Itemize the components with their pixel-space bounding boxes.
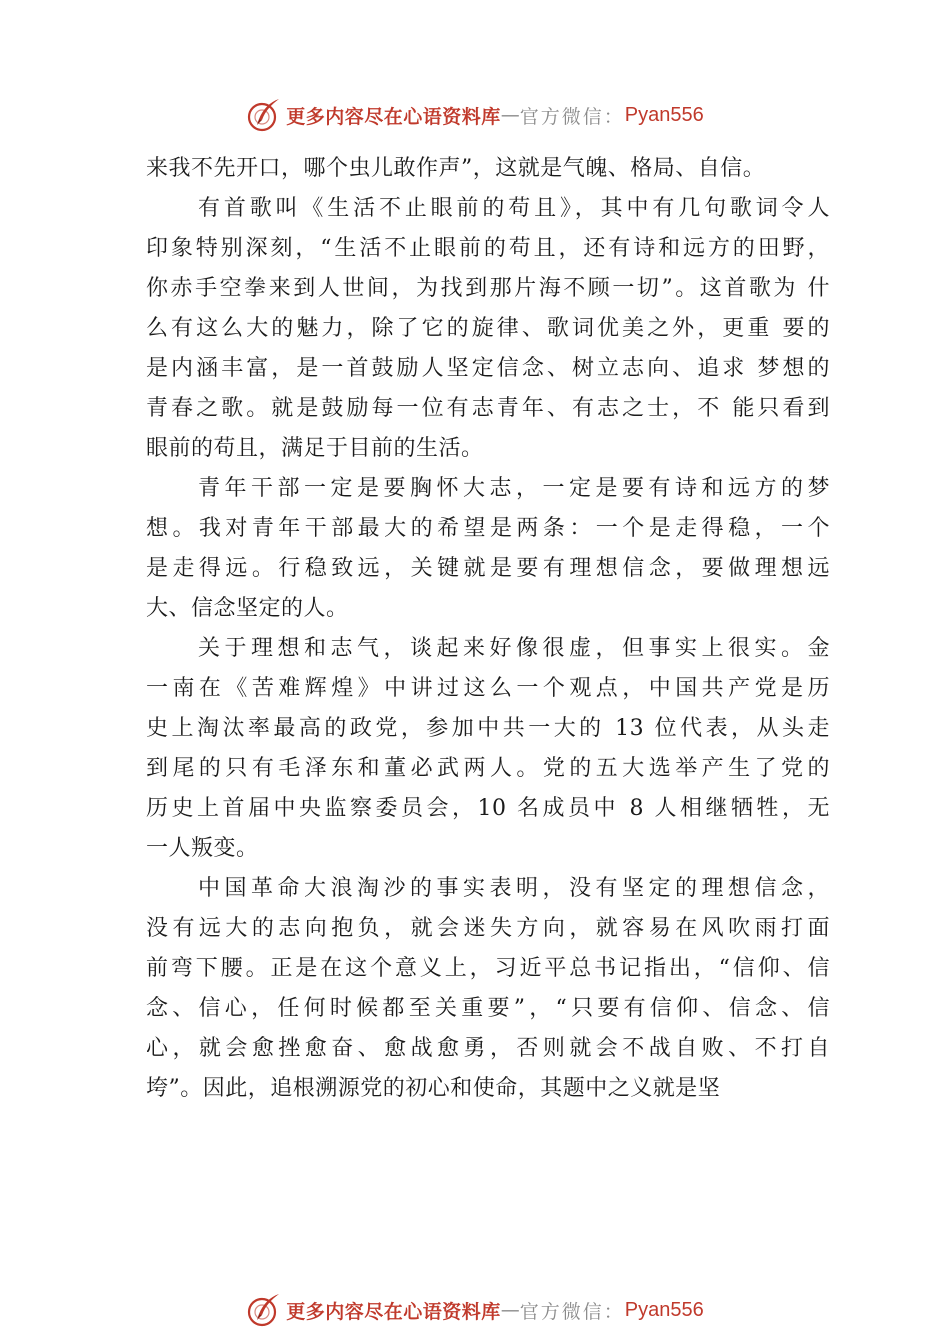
banner-title: 更多内容尽在心语资料库 xyxy=(286,105,501,128)
document-body xyxy=(146,149,830,1109)
text-line: 前弯下腰。正是在这个意义上，习近平总书记指出，“信仰、信 xyxy=(146,956,830,981)
text-line: 没有远大的志向抱负，就会迷失方向，就容易在风吹雨打面 xyxy=(146,916,830,941)
banner-wechat-handle: Pyan556 xyxy=(624,1298,704,1321)
text-line: 历史上首届中央监察委员会，10 名成员中 8 人相继牺牲，无 xyxy=(146,796,830,821)
text-line: 是走得远。行稳致远，关键就是要有理想信念，要做理想远 xyxy=(146,556,830,581)
banner-dash: — xyxy=(500,1299,520,1321)
text-line: 心，就会愈挫愈奋、愈战愈勇，否则就会不战自败、不打自 xyxy=(146,1036,830,1061)
text-line: 青春之歌。就是鼓励每一位有志青年、有志之士，不 能只看到 xyxy=(146,396,830,421)
text-line: 是内涵丰富，是一首鼓励人坚定信念、树立志向、追求 梦想的 xyxy=(146,356,830,381)
header-banner xyxy=(0,95,950,135)
text-line: 你赤手空拳来到人世间，为找到那片海不顾一切”。这首歌为 什 xyxy=(146,276,830,301)
banner-dash: — xyxy=(500,104,520,126)
banner-wechat-handle: Pyan556 xyxy=(624,103,704,126)
text-line: 想。我对青年干部最大的希望是两条：一个是走得稳，一个 xyxy=(146,516,830,541)
text-line: 眼前的苟且，满足于目前的生活。 xyxy=(146,436,484,461)
text-line: 到尾的只有毛泽东和董必武两人。党的五大选举产生了党的 xyxy=(146,756,830,781)
text-line: 么有这么大的魅力，除了它的旋律、歌词优美之外，更重 要的 xyxy=(146,316,830,341)
text-line: 中国革命大浪淘沙的事实表明，没有坚定的理想信念， xyxy=(198,876,830,901)
text-line: 来我不先开口，哪个虫儿敢作声”，这就是气魄、格局、自信。 xyxy=(146,156,766,181)
text-line: 念、信心，任何时候都至关重要”，“只要有信仰、信念、信 xyxy=(146,996,830,1021)
footer-banner xyxy=(0,1290,950,1330)
banner-title: 更多内容尽在心语资料库 xyxy=(286,1300,501,1323)
text-line: 大、信念坚定的人。 xyxy=(146,596,349,621)
text-line: 青年干部一定是要胸怀大志，一定是要有诗和远方的梦 xyxy=(198,476,830,501)
text-line: 垮”。因此，追根溯源党的初心和使命，其题中之义就是坚 xyxy=(146,1076,721,1101)
quill-logo-icon xyxy=(246,1292,282,1328)
text-line: 印象特别深刻，“生活不止眼前的苟且，还有诗和远方的田野， xyxy=(146,236,830,261)
text-line: 关于理想和志气，谈起来好像很虚，但事实上很实。金 xyxy=(198,636,830,661)
banner-wechat-label: 官方微信： xyxy=(519,1300,625,1323)
text-line: 有首歌叫《生活不止眼前的苟且》，其中有几句歌词令人 xyxy=(198,196,830,221)
text-line: 史上淘汰率最高的政党，参加中共一大的 13 位代表，从头走 xyxy=(146,716,830,741)
banner-wechat-label: 官方微信： xyxy=(519,105,625,128)
text-line: 一人叛变。 xyxy=(146,836,259,861)
quill-logo-icon xyxy=(246,97,282,133)
text-line: 一南在《苦难辉煌》中讲过这么一个观点，中国共产党是历 xyxy=(146,676,830,701)
